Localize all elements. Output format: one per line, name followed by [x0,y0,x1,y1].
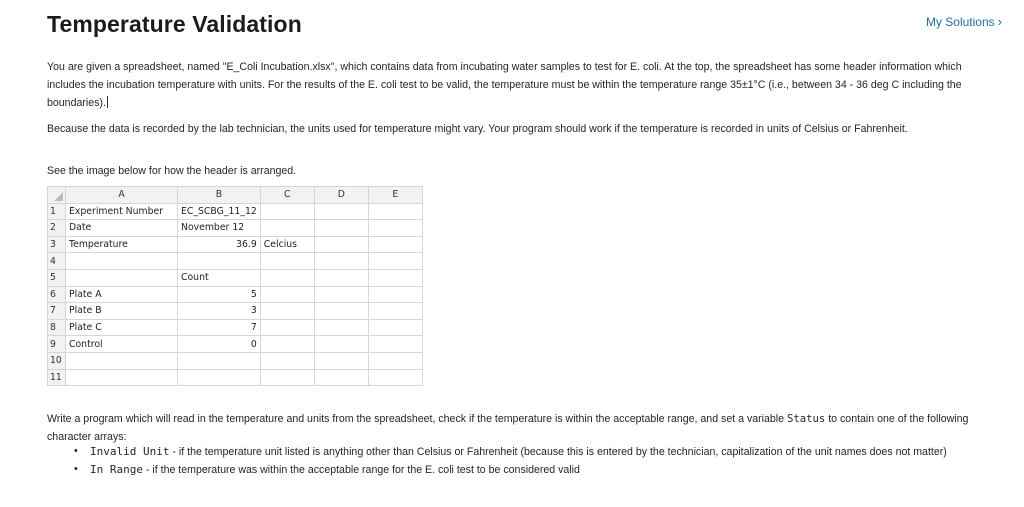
cell-e [368,236,422,253]
table-row [48,253,423,270]
cell-d [314,253,368,270]
cell-d [314,203,368,220]
cell-d [314,269,368,286]
row-number: 6 [48,286,66,303]
cell-b: 3 [178,303,261,320]
table-row [48,286,423,303]
cell-d [314,336,368,353]
row-number: 11 [48,369,66,386]
table-row [48,319,423,336]
my-solutions-link[interactable] [926,14,1002,29]
cell-c [260,253,314,270]
row-number: 1 [48,203,66,220]
cell-b [178,253,261,270]
cell-e [368,269,422,286]
cell-d [314,236,368,253]
cell-e [368,253,422,270]
cell-b: Count [178,269,261,286]
bullet-icon: • [74,463,78,475]
table-row [48,236,423,253]
image-reference-paragraph: See the image below for how the header is arranged. [47,165,297,177]
list-item [67,443,977,461]
cell-e [368,203,422,220]
cell-b: 5 [178,286,261,303]
cell-c [260,303,314,320]
cell-e [368,286,422,303]
cell-b: 36.9 [178,236,261,253]
table-row [48,203,423,220]
spreadsheet-image [47,186,423,386]
in-range-description: - if the temperature was within the acceptable range for the E. coli test to be considered valid [142,464,580,476]
table-row [48,336,423,353]
my-solutions-label: My Solutions [925,15,995,29]
cell-c [260,369,314,386]
cell-e [368,352,422,369]
cell-c [260,286,314,303]
invalid-unit-description: - if the temperature unit listed is anything other than Celsius or Fahrenheit (because this is entered by the technician, capitalization of the unit names does not matter) [169,446,947,458]
cell-e [368,336,422,353]
status-options-list [67,443,977,479]
cell-d [314,352,368,369]
list-item [67,461,977,479]
column-header-c: C [260,187,314,204]
select-all-corner [48,187,66,204]
table-row [48,369,423,386]
problem-description [47,58,977,177]
cell-b: 0 [178,336,261,353]
cell-c [260,269,314,286]
cell-c [260,336,314,353]
cell-c [260,203,314,220]
task-text-before: Write a program which will read in the temperature and units from the spreadsheet, check if the temperature is within the acceptable range, and set a variable [47,412,787,425]
cell-d [314,369,368,386]
column-header-e: E [368,187,422,204]
intro-text: You are given a spreadsheet, named "E_Coli Incubation.xlsx", which contains data from incubating water samples to test for E. coli. At the top, the spreadsheet has some header information which includes the incubation temperature with units. For the results of the E. coli test to be valid, the temperature must be within the temperature range 35±1°C (i.e., between 34 - 36 deg C including the boundaries). [47,61,962,109]
cell-e [368,369,422,386]
units-paragraph: Because the data is recorded by the lab technician, the units used for temperature might vary. Your program should work if the temperature is recorded in units of Celsius or Fahrenheit. [47,123,908,135]
row-number: 10 [48,352,66,369]
row-number: 7 [48,303,66,320]
cell-d [314,220,368,237]
cell-b: EC_SCBG_11_12 [178,203,261,220]
cell-b: November 12 [178,220,261,237]
cell-c [260,220,314,237]
cell-b [178,352,261,369]
cell-d [314,303,368,320]
cell-e [368,319,422,336]
table-row [48,303,423,320]
corner-triangle-icon [54,192,63,201]
column-header-a: A [66,187,178,204]
table-row [48,269,423,286]
spreadsheet-body [48,203,423,386]
column-header-b: B [178,187,261,204]
cell-c: Celcius [260,236,314,253]
cell-a [66,253,178,270]
cell-b: 7 [178,319,261,336]
cell-d [314,319,368,336]
row-number: 5 [48,269,66,286]
row-number: 4 [48,253,66,270]
cell-a: Plate C [66,319,178,336]
bullet-icon: • [74,445,78,457]
row-number: 2 [48,220,66,237]
status-variable-code: Status [787,412,826,425]
cell-a: Control [66,336,178,353]
table-row [48,220,423,237]
cell-c [260,352,314,369]
row-number: 3 [48,236,66,253]
cell-a: Plate B [66,303,178,320]
cell-a [66,269,178,286]
cell-a: Date [66,220,178,237]
row-number: 8 [48,319,66,336]
cell-a [66,352,178,369]
cell-a [66,369,178,386]
in-range-code: In Range [90,463,143,476]
chevron-right-icon: › [997,14,1002,29]
cell-a: Plate A [66,286,178,303]
cell-e [368,303,422,320]
page-title: Temperature Validation [47,11,302,37]
cell-e [368,220,422,237]
task-paragraph [47,410,977,446]
intro-paragraph [47,58,977,112]
table-row [48,352,423,369]
cell-a: Temperature [66,236,178,253]
cell-b [178,369,261,386]
task-text-after: to contain one of the following character arrays: [47,412,969,443]
cell-d [314,286,368,303]
text-cursor [107,96,108,108]
invalid-unit-code: Invalid Unit [90,445,170,458]
column-header-row [48,187,423,204]
cell-c [260,319,314,336]
cell-a: Experiment Number [66,203,178,220]
column-header-d: D [314,187,368,204]
row-number: 9 [48,336,66,353]
